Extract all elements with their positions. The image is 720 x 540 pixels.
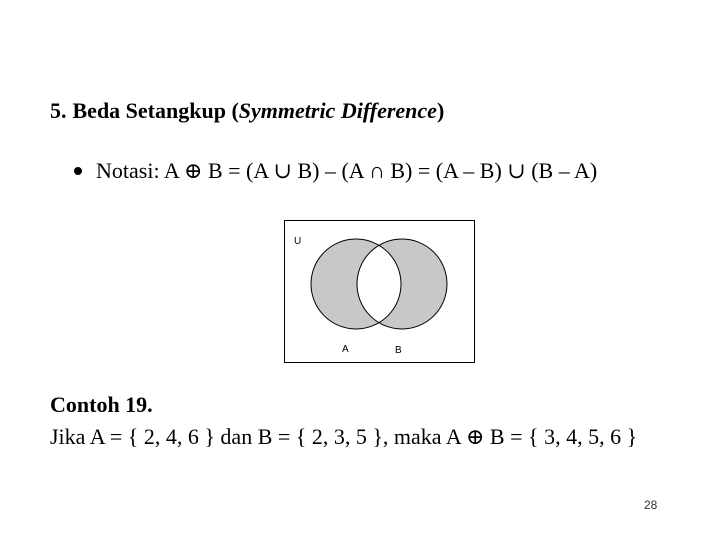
example-text: Jika A = { 2, 4, 6 } dan B = { 2, 3, 5 }, maka A ⊕ B = { 3, 4, 5, 6 }: [50, 424, 638, 449]
section-title-plain: Beda Setangkup (: [72, 98, 239, 123]
universe-label: U: [294, 236, 302, 247]
section-title-close: ): [436, 98, 445, 123]
section-number: 5.: [50, 98, 67, 123]
example-title: Contoh 19.: [50, 392, 153, 417]
notation-bullet: [74, 158, 597, 184]
set-a-label: A: [342, 344, 349, 355]
notation-label: Notasi:: [96, 158, 160, 183]
section-title-italic: Symmetric Difference: [238, 98, 437, 123]
venn-svg: [284, 220, 476, 364]
page-number: 28: [644, 498, 658, 512]
venn-diagram: [284, 220, 476, 364]
section-heading: [50, 98, 444, 124]
bullet-icon: [74, 167, 82, 175]
set-b-label: B: [395, 345, 402, 356]
notation-formula: A ⊕ B = (A ∪ B) – (A ∩ B) = (A – B) ∪ (B – A): [163, 158, 598, 183]
